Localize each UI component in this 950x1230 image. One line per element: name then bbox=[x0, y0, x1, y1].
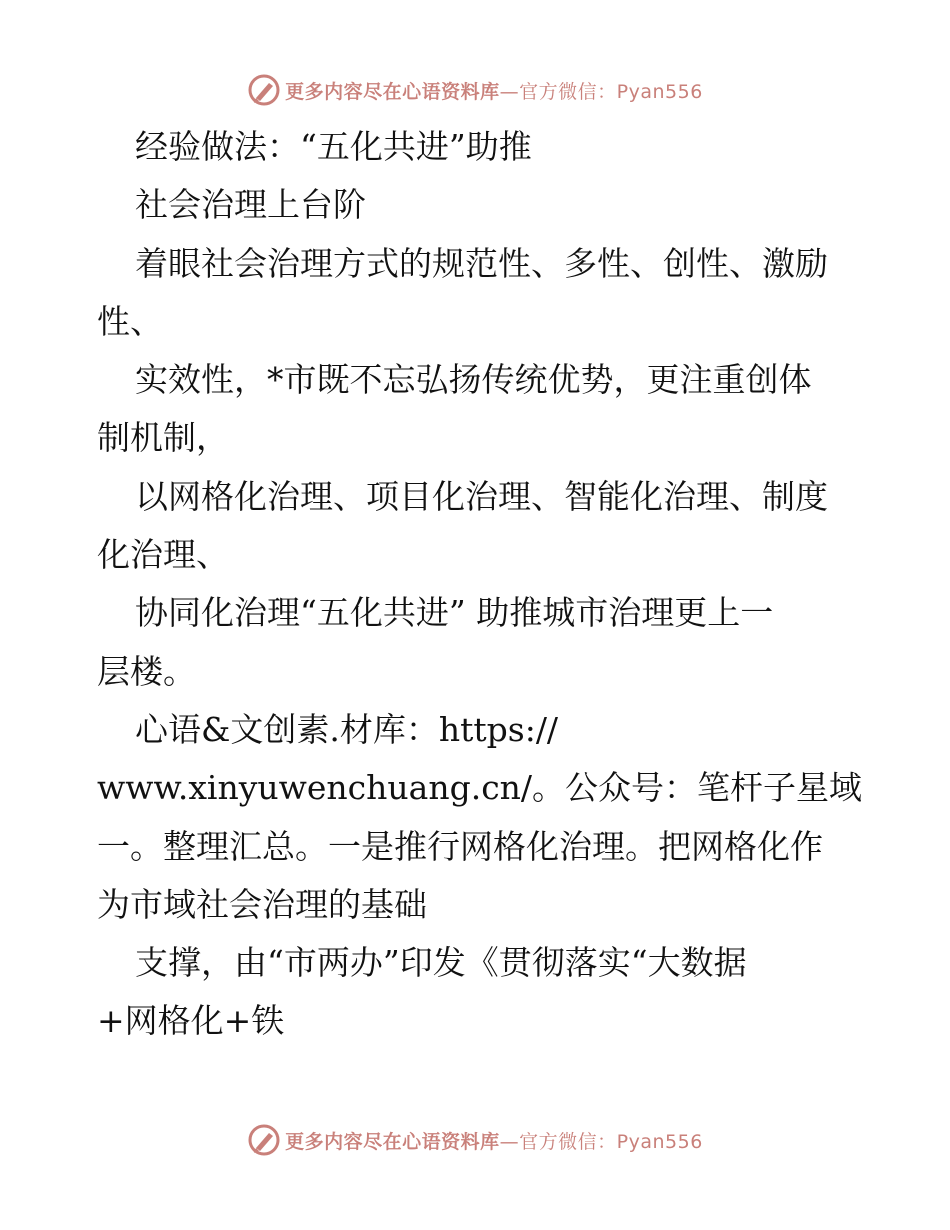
text-line: 为市域社会治理的基础 bbox=[97, 884, 427, 924]
text-line: 支撑，由“市两办”印发《贯彻落实“大数据 bbox=[135, 943, 747, 983]
text-line: 实效性，*市既不忘弘扬传统优势，更注重创体 bbox=[135, 360, 812, 400]
text-line: 性、 bbox=[97, 301, 163, 341]
watermark-site-text: 更多内容尽在心语资料库 bbox=[285, 1130, 500, 1153]
pen-logo-icon bbox=[247, 1123, 281, 1157]
watermark-wechat-text: —官方微信：Pyan556 bbox=[499, 1130, 703, 1153]
text-line: 社会治理上台阶 bbox=[135, 185, 366, 225]
text-line: +网格化+铁 bbox=[97, 1001, 285, 1041]
footer-watermark bbox=[0, 1120, 950, 1160]
text-line: 层楼。 bbox=[97, 651, 196, 691]
watermark-text bbox=[285, 1127, 703, 1154]
text-line: 着眼社会治理方式的规范性、多性、创性、激励 bbox=[135, 243, 828, 283]
text-line: 以网格化治理、项目化治理、智能化治理、制度 bbox=[135, 476, 828, 516]
watermark-text bbox=[285, 77, 703, 104]
text-line: 化治理、 bbox=[97, 535, 229, 575]
text-line: 协同化治理“五化共进” 助推城市治理更上一 bbox=[135, 593, 774, 633]
text-line: 制机制， bbox=[97, 418, 229, 458]
text-line: 经验做法：“五化共进”助推 bbox=[135, 127, 532, 166]
text-line: www.xinyuwenchuang.cn/。公众号：笔杆子星域 bbox=[97, 768, 863, 808]
document-body bbox=[97, 118, 863, 1051]
text-line: 一。整理汇总。一是推行网格化治理。把网格化作 bbox=[97, 826, 823, 866]
watermark-site-text: 更多内容尽在心语资料库 bbox=[285, 80, 500, 103]
header-watermark bbox=[0, 70, 950, 110]
watermark-wechat-text: —官方微信：Pyan556 bbox=[499, 80, 703, 103]
text-line: 心语&文创素.材库：https:// bbox=[135, 709, 559, 749]
pen-logo-icon bbox=[247, 73, 281, 107]
